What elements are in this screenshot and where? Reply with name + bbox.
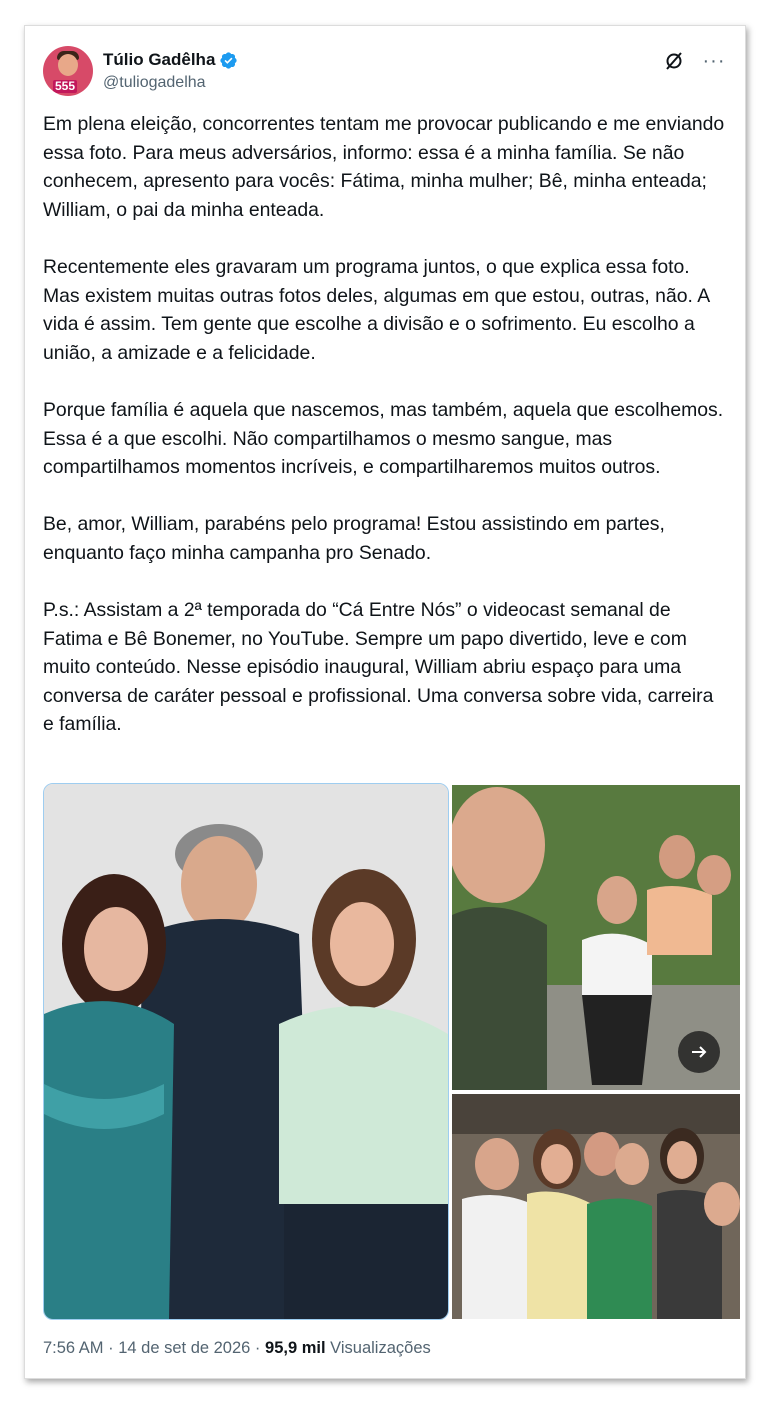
portrait-illustration xyxy=(44,784,448,1319)
views-count: 95,9 mil xyxy=(265,1339,326,1357)
post-paragraph: P.s.: Assistam a 2ª temporada do “Cá Entre Nós” o videocast semanal de Fatima e Bê Bonemer, no YouTube. Sempre um papo divertido, leve e com muito conteúdo. Nesse episódio inaugural, William abriu espaço para uma conversa de caráter pessoal e profissional. Uma conversa sobre vida, carreira e família. xyxy=(43,599,714,736)
photo-family-portrait[interactable] xyxy=(43,783,449,1320)
arrow-right-icon xyxy=(689,1042,709,1062)
post-paragraph: Em plena eleição, concorrentes tentam me provocar publicando e me enviando essa foto. Para meus adversários, informo: essa é a minha família. Se não conhecem, apresento para vocês: Fátima, minha mulher; Bê, minha enteada; William, o pai da minha enteada. xyxy=(43,113,725,221)
post-time[interactable]: 7:56 AM xyxy=(43,1339,104,1357)
header-actions xyxy=(663,50,725,72)
post-date[interactable]: 14 de set de 2026 xyxy=(118,1339,251,1357)
photo-group-outdoor[interactable] xyxy=(452,785,740,1090)
post-meta xyxy=(43,1339,431,1358)
photo-group-indoor[interactable] xyxy=(452,1094,740,1319)
avatar-badge: 555 xyxy=(55,79,76,93)
post-text xyxy=(43,110,725,739)
grok-icon[interactable] xyxy=(663,50,685,72)
next-photo-button[interactable] xyxy=(678,1031,720,1073)
post-card xyxy=(24,25,746,1379)
verified-icon xyxy=(219,51,238,70)
post-header xyxy=(43,46,725,98)
post-paragraph: Be, amor, William, parabéns pelo programa! Estou assistindo em partes, enquanto faço minha campanha pro Senado. xyxy=(43,513,665,564)
meta-separator: · xyxy=(250,1339,266,1357)
author-name[interactable]: Túlio Gadêlha xyxy=(103,50,216,69)
author-handle[interactable]: @tuliogadelha xyxy=(103,74,206,91)
more-icon[interactable]: ··· xyxy=(702,50,726,72)
author-name-line xyxy=(103,50,238,70)
meta-separator: · xyxy=(103,1339,119,1357)
views-label: Visualizações xyxy=(330,1339,431,1357)
avatar[interactable] xyxy=(43,46,93,96)
avatar-face xyxy=(58,54,78,76)
post-paragraph: Recentemente eles gravaram um programa juntos, o que explica essa foto. Mas existem muitas outras fotos deles, algumas em que estou, outras, não. A vida é assim. Tem gente que escolhe a divisão e o sofrimento. Eu escolho a união, a amizade e a felicidade. xyxy=(43,255,710,364)
media-gallery xyxy=(43,783,739,1320)
post-paragraph: Porque família é aquela que nascemos, mas também, aquela que escolhemos. Essa é a que escolhi. Não compartilhamos o mesmo sangue, mas compartilhamos momentos incríveis, e compartilharemos muitos outros. xyxy=(43,398,724,479)
indoor-illustration xyxy=(452,1094,740,1319)
